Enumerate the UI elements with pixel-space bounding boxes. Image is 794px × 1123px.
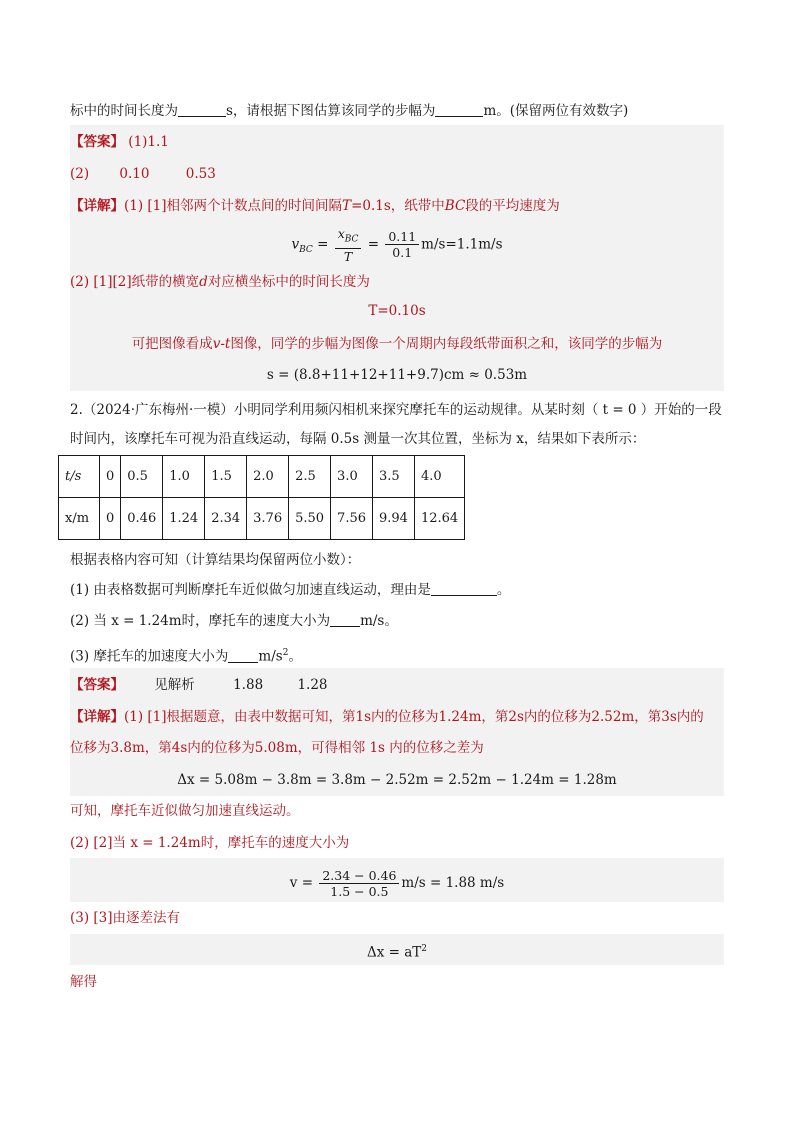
eq-text: Δx = aT <box>366 944 422 961</box>
equation-vbc <box>70 226 724 264</box>
frac-num <box>335 226 362 249</box>
eq-equals: = <box>317 236 329 253</box>
detail-1-var: T <box>342 198 352 214</box>
frac-num-var: x <box>337 226 345 241</box>
table-row-t <box>59 456 465 498</box>
q2-sub3 <box>70 643 302 667</box>
answer-1-part2-val2: 0.53 <box>185 166 216 182</box>
detail-2-conclusion: 可知，摩托车近似做匀加速直线运动。 <box>70 803 300 819</box>
eq-text: T=0.10s <box>368 303 426 319</box>
q2-stem-line1: 2.（2024·广东梅州·一模）小明同学利用频闪相机来探究摩托车的运动规律。从某时刻（ t = 0 ）开始的一段 <box>70 402 722 418</box>
q2-note: 根据表格内容可知（计算结果均保留两位小数）： <box>70 552 361 568</box>
answer-label: 【答案】 <box>70 677 124 693</box>
answer-1-part2-line <box>70 164 216 184</box>
answer-2-val3: 1.28 <box>297 677 328 693</box>
frac-den: 0.1 <box>392 245 413 261</box>
table-cell: 9.94 <box>373 498 415 540</box>
detail-label: 【详解】 <box>70 709 124 725</box>
eq-tail: m/s=1.1m/s <box>421 236 503 253</box>
table-cell: 2.0 <box>247 456 289 498</box>
table-cell: 3.76 <box>247 498 289 540</box>
q2-sub3-unit: m/s <box>258 648 283 665</box>
answer-1-part1: (1)1.1 <box>128 134 169 150</box>
frac-num: 0.11 <box>385 229 419 245</box>
data-table <box>58 455 465 540</box>
table-cell: 0 <box>100 456 121 498</box>
detail-1-text: 可把图像看成 <box>131 336 213 352</box>
table-cell: 1.0 <box>163 456 205 498</box>
eq-equals: = <box>367 236 380 253</box>
frac-num-sub: BC <box>344 234 359 245</box>
detail-2-line3: (2) [2]当 x = 1.24m时，摩托车的速度大小为 <box>70 835 350 851</box>
detail-1-text: (1) [1]相邻两个计数点间的时间间隔 <box>124 198 343 214</box>
eq-sub: BC <box>299 244 313 255</box>
answer-blank <box>228 648 258 663</box>
answer-blank <box>431 581 497 596</box>
table-cell: 1.5 <box>205 456 247 498</box>
q2-sub3-end: 。 <box>288 648 302 665</box>
q1-tail-end: m。(保留两位有效数字) <box>483 103 629 119</box>
detail-2-solve: 解得 <box>70 974 97 990</box>
detail-1-var: d <box>199 274 208 290</box>
detail-1-text: 对应横坐标中的时间长度为 <box>207 274 370 290</box>
fraction-x-over-t <box>335 226 362 264</box>
equation-s <box>70 364 724 386</box>
answer-1-line <box>70 132 169 152</box>
table-cell: 3.0 <box>331 456 373 498</box>
q2-stem-line2: 时间内，该摩托车可视为沿直线运动，每隔 0.5s 测量一次其位置，坐标为 x，结果如下表所示： <box>70 431 646 447</box>
answer-blank <box>330 612 360 627</box>
detail-1-text: 段的平均速度为 <box>465 198 560 214</box>
q2-sub1-text: (1) 由表格数据可判断摩托车近似做匀加速直线运动，理由是 <box>70 582 431 598</box>
detail-1-line2 <box>70 272 370 292</box>
table-cell: 7.56 <box>331 498 373 540</box>
detail-label: 【详解】 <box>70 198 124 214</box>
equation-t <box>70 300 724 322</box>
table-cell: 12.64 <box>414 498 464 540</box>
equation-delta-x: Δx = 5.08m − 3.8m = 3.8m − 2.52m = 2.52m − 1.24m = 1.28m <box>177 772 617 788</box>
eq-var: v <box>291 236 300 253</box>
detail-1-text: (2) [1][2]纸带的横宽 <box>70 274 200 290</box>
q2-sub1-end: 。 <box>496 582 511 598</box>
detail-1-line3 <box>70 333 724 355</box>
answer-1-part2-val1: 0.10 <box>119 166 150 182</box>
answer-label: 【答案】 <box>70 134 124 150</box>
answer-2-line <box>70 675 328 695</box>
table-cell: t/s <box>59 456 100 498</box>
equation-v <box>70 868 724 899</box>
frac-num: 2.34 − 0.46 <box>319 868 399 884</box>
detail-2-line2: 位移为3.8m，第4s内的位移为5.08m，可得相邻 1s 内的位移之差为 <box>70 740 484 756</box>
detail-1-line1 <box>70 196 560 216</box>
table-cell: 0.46 <box>121 498 163 540</box>
table-cell: x/m <box>59 498 100 540</box>
answer-blank <box>435 102 483 117</box>
eq-text: s = (8.8+11+12+11+9.7)cm ≈ 0.53m <box>266 367 528 383</box>
table-cell: 3.5 <box>373 456 415 498</box>
frac-den: T <box>343 248 353 264</box>
table-row-x <box>59 498 465 540</box>
detail-1-text: 图像，同学的步幅为图像一个周期内每段纸带面积之和，该同学的步幅为 <box>230 336 663 352</box>
q2-sub1 <box>70 580 510 600</box>
table-cell: 2.5 <box>289 456 331 498</box>
q2-sub2 <box>70 611 398 631</box>
detail-2-text: (1) [1]根据题意，由表中数据可知，第1s内的位移为1.24m，第2s内的位移为2.52m，第3s内的 <box>124 709 704 725</box>
q2-sub3-sup: 2 <box>282 648 289 658</box>
q1-tail-mid: s，请根据下图估算该同学的步幅为 <box>226 103 436 119</box>
frac-den: 1.5 − 0.5 <box>330 884 389 899</box>
answer-2-val2: 1.88 <box>233 677 264 693</box>
table-cell: 4.0 <box>414 456 464 498</box>
detail-1-text: =0.1s，纸带中 <box>351 198 445 214</box>
table-cell: 2.34 <box>205 498 247 540</box>
table-cell: 0 <box>100 498 121 540</box>
answer-blank <box>178 102 226 117</box>
q2-sub2-text: (2) 当 x = 1.24m时，摩托车的速度大小为 <box>70 613 331 629</box>
q1-tail-prefix: 标中的时间长度为 <box>70 103 178 119</box>
eq-tail: m/s = 1.88 m/s <box>401 875 505 891</box>
detail-1-var: BC <box>444 198 466 214</box>
table-cell: 1.24 <box>163 498 205 540</box>
fraction-velocity <box>319 868 399 899</box>
equation-at2 <box>70 938 724 964</box>
table-cell: 5.50 <box>289 498 331 540</box>
q2-sub3-text: (3) 摩托车的加速度大小为 <box>70 648 229 665</box>
fraction-values <box>385 229 419 260</box>
q2-sub2-end: m/s。 <box>360 613 398 629</box>
detail-2-line1 <box>70 707 704 727</box>
answer-2-val1: 见解析 <box>154 677 195 693</box>
answer-1-part2-label: (2) <box>70 166 90 182</box>
detail-2-line4: (3) [3]由逐差法有 <box>70 910 181 926</box>
detail-1-var: v-t <box>212 336 231 352</box>
q1-tail-line <box>70 101 628 121</box>
eq-lhs: v = <box>289 875 314 891</box>
eq-sup: 2 <box>421 944 428 954</box>
table-cell: 0.5 <box>121 456 163 498</box>
